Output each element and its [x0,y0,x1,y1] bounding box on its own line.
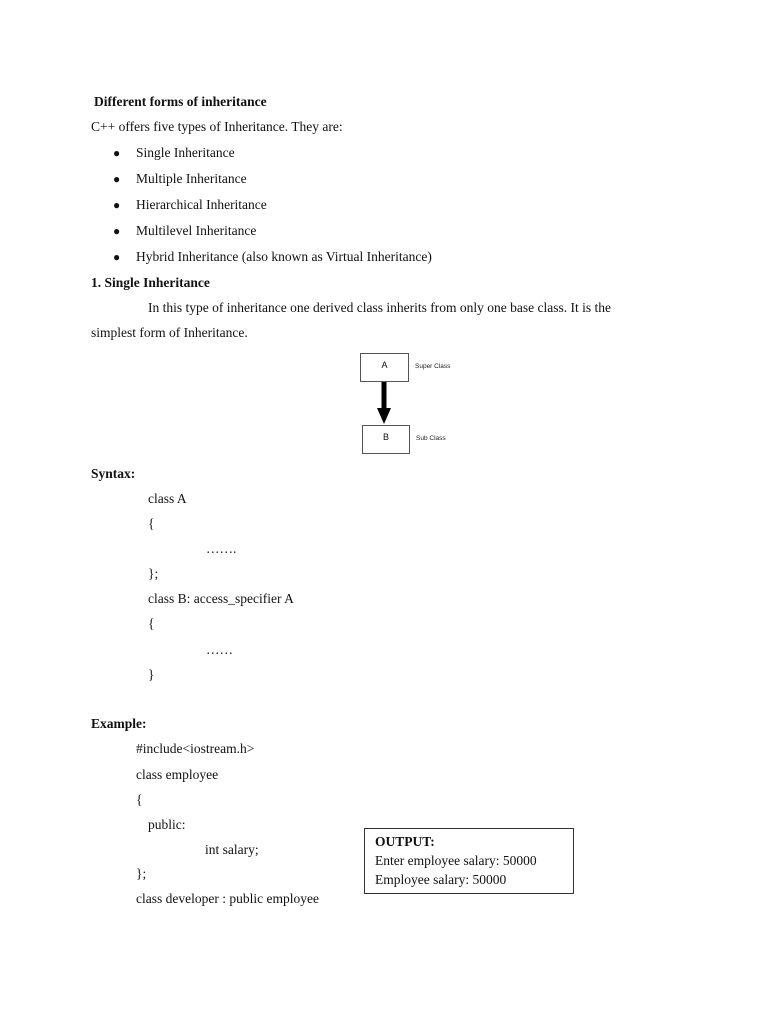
output-title: OUTPUT: [375,834,435,849]
sub-class-box-label: B [382,432,389,442]
bullet-icon: ● [113,250,121,264]
list-item-label: Multiple Inheritance [136,171,247,186]
section-heading: Different forms of inheritance [94,94,267,109]
code-line: class developer : public employee [136,891,319,906]
down-arrow-icon [374,380,394,426]
single-inheritance-para-line2: simplest form of Inheritance. [91,325,248,340]
bullet-icon: ● [113,224,121,238]
bullet-icon: ● [113,198,121,212]
bullet-icon: ● [113,172,121,186]
syntax-label: Syntax: [91,466,136,481]
code-line: class employee [136,767,219,782]
super-class-box-label: A [381,360,388,370]
bullet-icon: ● [113,146,121,160]
code-line: } [148,667,155,682]
code-line: class B: access_specifier A [148,591,294,606]
code-line: #include<iostream.h> [136,741,255,756]
code-line: …… [206,642,233,657]
code-line: { [136,792,143,807]
list-item-label: Single Inheritance [136,145,235,160]
example-label: Example: [91,716,147,731]
code-line: }; [136,866,147,881]
super-class-label: Super Class [415,363,451,370]
sub-class-label: Sub Class [416,435,446,442]
code-line: ……. [206,541,237,556]
intro-text: C++ offers five types of Inheritance. They are: [91,119,343,134]
list-item-label: Hierarchical Inheritance [136,197,267,212]
output-box [364,828,574,894]
code-line: { [148,516,155,531]
code-line: class A [148,491,187,506]
list-item-label: Hybrid Inheritance (also known as Virtual Inheritance) [136,249,432,264]
output-line-2: Employee salary: 50000 [375,872,507,887]
single-inheritance-para-line1: In this type of inheritance one derived class inherits from only one base class. It is the [148,300,611,315]
code-line: int salary; [205,842,259,857]
super-class-box [360,353,409,382]
list-item-label: Multilevel Inheritance [136,223,257,238]
code-line: }; [148,566,159,581]
output-line-1: Enter employee salary: 50000 [375,853,537,868]
code-line: { [148,616,155,631]
code-line: public: [148,817,186,832]
single-inheritance-title: 1. Single Inheritance [91,275,210,290]
sub-class-box [362,425,410,454]
